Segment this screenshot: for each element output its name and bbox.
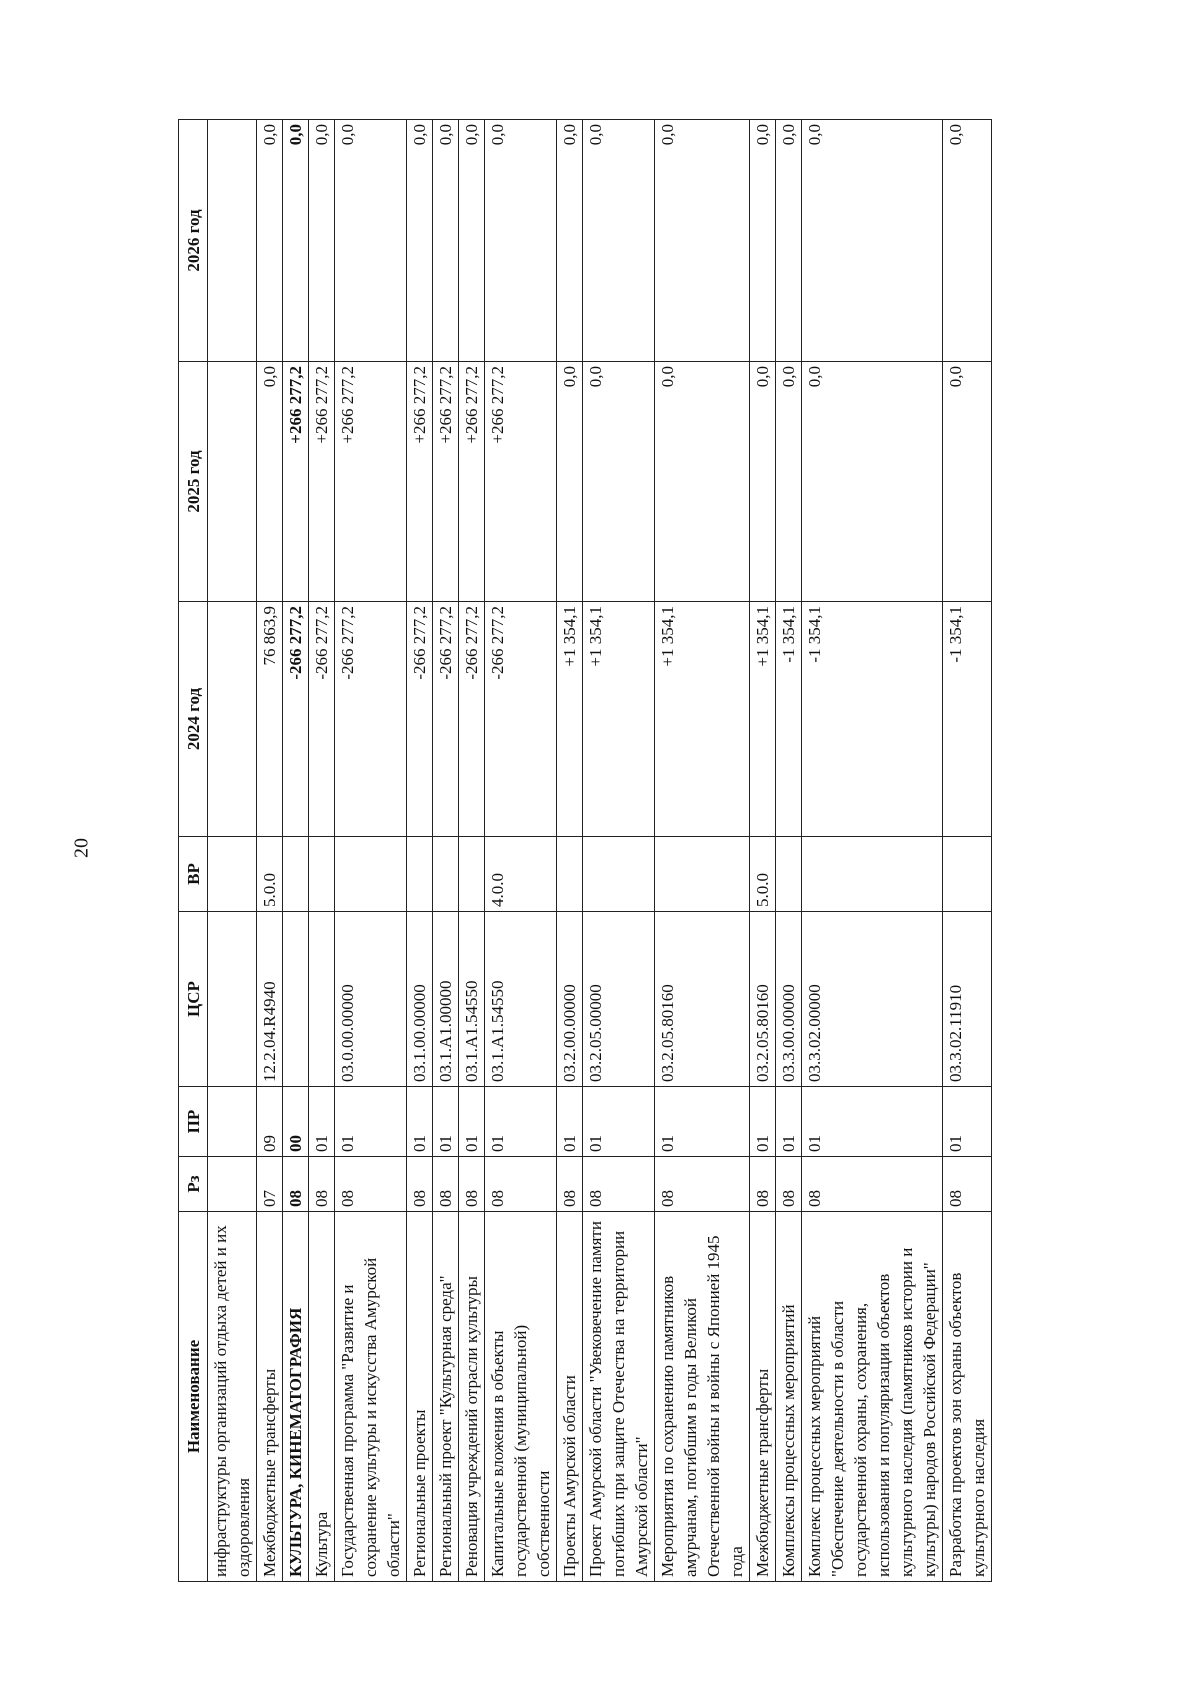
table-row bbox=[583, 120, 655, 1582]
cell-pr: 01 bbox=[655, 1087, 750, 1157]
cell-2024: -266 277,2 bbox=[407, 602, 433, 837]
table-row bbox=[309, 120, 335, 1582]
cell-2025: +266 277,2 bbox=[309, 362, 335, 602]
table-row bbox=[776, 120, 802, 1582]
cell-2026: 0,0 bbox=[943, 120, 992, 362]
cell-2025: +266 277,2 bbox=[283, 362, 309, 602]
cell-2025 bbox=[208, 362, 257, 602]
cell-rz: 07 bbox=[257, 1157, 283, 1212]
cell-2024: +1 354,1 bbox=[750, 602, 776, 837]
cell-rz: 08 bbox=[407, 1157, 433, 1212]
cell-rz: 08 bbox=[943, 1157, 992, 1212]
cell-pr: 01 bbox=[459, 1087, 485, 1157]
cell-pr: 01 bbox=[407, 1087, 433, 1157]
header-csr: ЦСР bbox=[179, 912, 208, 1087]
cell-name: Региональный проект "Культурная среда" bbox=[433, 1212, 459, 1582]
cell-name: Проекты Амурской области bbox=[557, 1212, 583, 1582]
cell-2025: +266 277,2 bbox=[433, 362, 459, 602]
cell-name: Реновация учреждений отрасли культуры bbox=[459, 1212, 485, 1582]
cell-pr: 01 bbox=[335, 1087, 407, 1157]
rotated-table-container bbox=[178, 120, 1076, 1582]
cell-pr: 01 bbox=[802, 1087, 943, 1157]
cell-pr: 00 bbox=[283, 1087, 309, 1157]
cell-2026: 0,0 bbox=[485, 120, 557, 362]
cell-2026: 0,0 bbox=[583, 120, 655, 362]
cell-pr: 01 bbox=[750, 1087, 776, 1157]
cell-csr: 03.0.00.00000 bbox=[335, 912, 407, 1087]
cell-2024: -1 354,1 bbox=[802, 602, 943, 837]
header-2026: 2026 год bbox=[179, 120, 208, 362]
cell-pr: 01 bbox=[485, 1087, 557, 1157]
cell-2026: 0,0 bbox=[335, 120, 407, 362]
cell-name: Культура bbox=[309, 1212, 335, 1582]
page-number: 20 bbox=[70, 838, 93, 858]
cell-2026: 0,0 bbox=[283, 120, 309, 362]
cell-rz: 08 bbox=[583, 1157, 655, 1212]
cell-2025: 0,0 bbox=[776, 362, 802, 602]
cell-name: Региональные проекты bbox=[407, 1212, 433, 1582]
cell-csr: 03.2.05.80160 bbox=[750, 912, 776, 1087]
cell-csr: 12.2.04.R4940 bbox=[257, 912, 283, 1087]
cell-2024 bbox=[208, 602, 257, 837]
cell-rz: 08 bbox=[750, 1157, 776, 1212]
table-body bbox=[208, 120, 992, 1582]
cell-csr: 03.3.02.11910 bbox=[943, 912, 992, 1087]
cell-2026: 0,0 bbox=[407, 120, 433, 362]
cell-2024: +1 354,1 bbox=[655, 602, 750, 837]
cell-rz: 08 bbox=[433, 1157, 459, 1212]
cell-vr: 4.0.0 bbox=[485, 837, 557, 912]
cell-name: Комплекс процессных мероприятий "Обеспечение деятельности в области государственной охраны, сохранения, использования и популяризации объектов культурного наследия (памятников истории и культуры) народов Российской Федерации" bbox=[802, 1212, 943, 1582]
cell-2026: 0,0 bbox=[802, 120, 943, 362]
cell-2024: -266 277,2 bbox=[335, 602, 407, 837]
cell-csr bbox=[309, 912, 335, 1087]
cell-pr: 01 bbox=[309, 1087, 335, 1157]
header-pr: ПР bbox=[179, 1087, 208, 1157]
header-2025: 2025 год bbox=[179, 362, 208, 602]
cell-2024: -266 277,2 bbox=[485, 602, 557, 837]
cell-vr bbox=[433, 837, 459, 912]
cell-csr: 03.1.00.00000 bbox=[407, 912, 433, 1087]
cell-vr bbox=[283, 837, 309, 912]
cell-2026: 0,0 bbox=[433, 120, 459, 362]
cell-csr: 03.3.00.00000 bbox=[776, 912, 802, 1087]
cell-name: Государственная программа "Развитие и сохранение культуры и искусства Амурской области" bbox=[335, 1212, 407, 1582]
cell-2024: +1 354,1 bbox=[583, 602, 655, 837]
cell-vr bbox=[557, 837, 583, 912]
cell-csr: 03.2.05.00000 bbox=[583, 912, 655, 1087]
cell-vr: 5.0.0 bbox=[750, 837, 776, 912]
cell-csr: 03.1.A1.00000 bbox=[433, 912, 459, 1087]
cell-2025: 0,0 bbox=[583, 362, 655, 602]
cell-pr: 09 bbox=[257, 1087, 283, 1157]
table-row bbox=[335, 120, 407, 1582]
cell-2024: -1 354,1 bbox=[943, 602, 992, 837]
cell-2025: +266 277,2 bbox=[459, 362, 485, 602]
cell-csr: 03.1.A1.54550 bbox=[485, 912, 557, 1087]
cell-vr bbox=[309, 837, 335, 912]
cell-pr bbox=[208, 1087, 257, 1157]
cell-rz: 08 bbox=[283, 1157, 309, 1212]
cell-2024: -266 277,2 bbox=[433, 602, 459, 837]
cell-pr: 01 bbox=[943, 1087, 992, 1157]
cell-2024: -1 354,1 bbox=[776, 602, 802, 837]
cell-vr bbox=[776, 837, 802, 912]
cell-csr: 03.1.A1.54550 bbox=[459, 912, 485, 1087]
cell-vr bbox=[583, 837, 655, 912]
cell-name: Капитальные вложения в объекты государственной (муниципальной) собственности bbox=[485, 1212, 557, 1582]
cell-rz bbox=[208, 1157, 257, 1212]
table-row bbox=[802, 120, 943, 1582]
cell-2025: 0,0 bbox=[655, 362, 750, 602]
header-name: Наименование bbox=[179, 1212, 208, 1582]
cell-csr bbox=[283, 912, 309, 1087]
header-2024: 2024 год bbox=[179, 602, 208, 837]
header-vr: ВР bbox=[179, 837, 208, 912]
cell-2024: -266 277,2 bbox=[309, 602, 335, 837]
table-row bbox=[433, 120, 459, 1582]
cell-name: инфраструктуры организаций отдыха детей и их оздоровления bbox=[208, 1212, 257, 1582]
cell-name: Проект Амурской области "Увековечение памяти погибших при защите Отечества на территории Амурской области" bbox=[583, 1212, 655, 1582]
cell-pr: 01 bbox=[776, 1087, 802, 1157]
cell-name: КУЛЬТУРА, КИНЕМАТОГРАФИЯ bbox=[283, 1212, 309, 1582]
cell-2026: 0,0 bbox=[257, 120, 283, 362]
cell-vr bbox=[407, 837, 433, 912]
cell-2024: 76 863,9 bbox=[257, 602, 283, 837]
cell-name: Межбюджетные трансферты bbox=[257, 1212, 283, 1582]
cell-vr bbox=[208, 837, 257, 912]
cell-2025: 0,0 bbox=[257, 362, 283, 602]
table-row bbox=[750, 120, 776, 1582]
cell-rz: 08 bbox=[655, 1157, 750, 1212]
cell-name: Разработка проектов зон охраны объектов культурного наследия bbox=[943, 1212, 992, 1582]
table-row bbox=[257, 120, 283, 1582]
cell-vr: 5.0.0 bbox=[257, 837, 283, 912]
cell-2026 bbox=[208, 120, 257, 362]
cell-2024: +1 354,1 bbox=[557, 602, 583, 837]
cell-2026: 0,0 bbox=[557, 120, 583, 362]
cell-rz: 08 bbox=[776, 1157, 802, 1212]
cell-2025: +266 277,2 bbox=[485, 362, 557, 602]
cell-vr bbox=[655, 837, 750, 912]
cell-2026: 0,0 bbox=[459, 120, 485, 362]
cell-rz: 08 bbox=[335, 1157, 407, 1212]
cell-name: Мероприятия по сохранению памятников амурчанам, погибшим в годы Великой Отечественной войны и войны с Японией 1945 года bbox=[655, 1212, 750, 1582]
table-row bbox=[208, 120, 257, 1582]
cell-2024: -266 277,2 bbox=[283, 602, 309, 837]
cell-rz: 08 bbox=[802, 1157, 943, 1212]
table-row bbox=[943, 120, 992, 1582]
cell-2025: 0,0 bbox=[750, 362, 776, 602]
cell-2025: +266 277,2 bbox=[407, 362, 433, 602]
cell-2025: 0,0 bbox=[557, 362, 583, 602]
cell-2025: +266 277,2 bbox=[335, 362, 407, 602]
cell-name: Комплексы процессных мероприятий bbox=[776, 1212, 802, 1582]
cell-rz: 08 bbox=[557, 1157, 583, 1212]
table-row bbox=[407, 120, 433, 1582]
header-rz: Рз bbox=[179, 1157, 208, 1212]
cell-2025: 0,0 bbox=[802, 362, 943, 602]
table-row bbox=[655, 120, 750, 1582]
cell-vr bbox=[802, 837, 943, 912]
table-row bbox=[557, 120, 583, 1582]
cell-2024: -266 277,2 bbox=[459, 602, 485, 837]
cell-vr bbox=[459, 837, 485, 912]
cell-rz: 08 bbox=[485, 1157, 557, 1212]
cell-name: Межбюджетные трансферты bbox=[750, 1212, 776, 1582]
cell-2026: 0,0 bbox=[750, 120, 776, 362]
cell-pr: 01 bbox=[583, 1087, 655, 1157]
cell-2026: 0,0 bbox=[309, 120, 335, 362]
cell-csr: 03.2.05.80160 bbox=[655, 912, 750, 1087]
cell-pr: 01 bbox=[557, 1087, 583, 1157]
cell-2026: 0,0 bbox=[655, 120, 750, 362]
table-row bbox=[283, 120, 309, 1582]
cell-pr: 01 bbox=[433, 1087, 459, 1157]
cell-csr bbox=[208, 912, 257, 1087]
budget-table bbox=[178, 119, 992, 1582]
cell-2026: 0,0 bbox=[776, 120, 802, 362]
cell-vr bbox=[943, 837, 992, 912]
cell-2025: 0,0 bbox=[943, 362, 992, 602]
cell-rz: 08 bbox=[309, 1157, 335, 1212]
table-row bbox=[459, 120, 485, 1582]
cell-rz: 08 bbox=[459, 1157, 485, 1212]
table-row bbox=[485, 120, 557, 1582]
cell-csr: 03.3.02.00000 bbox=[802, 912, 943, 1087]
cell-csr: 03.2.00.00000 bbox=[557, 912, 583, 1087]
table-header-row bbox=[179, 120, 208, 1582]
cell-vr bbox=[335, 837, 407, 912]
